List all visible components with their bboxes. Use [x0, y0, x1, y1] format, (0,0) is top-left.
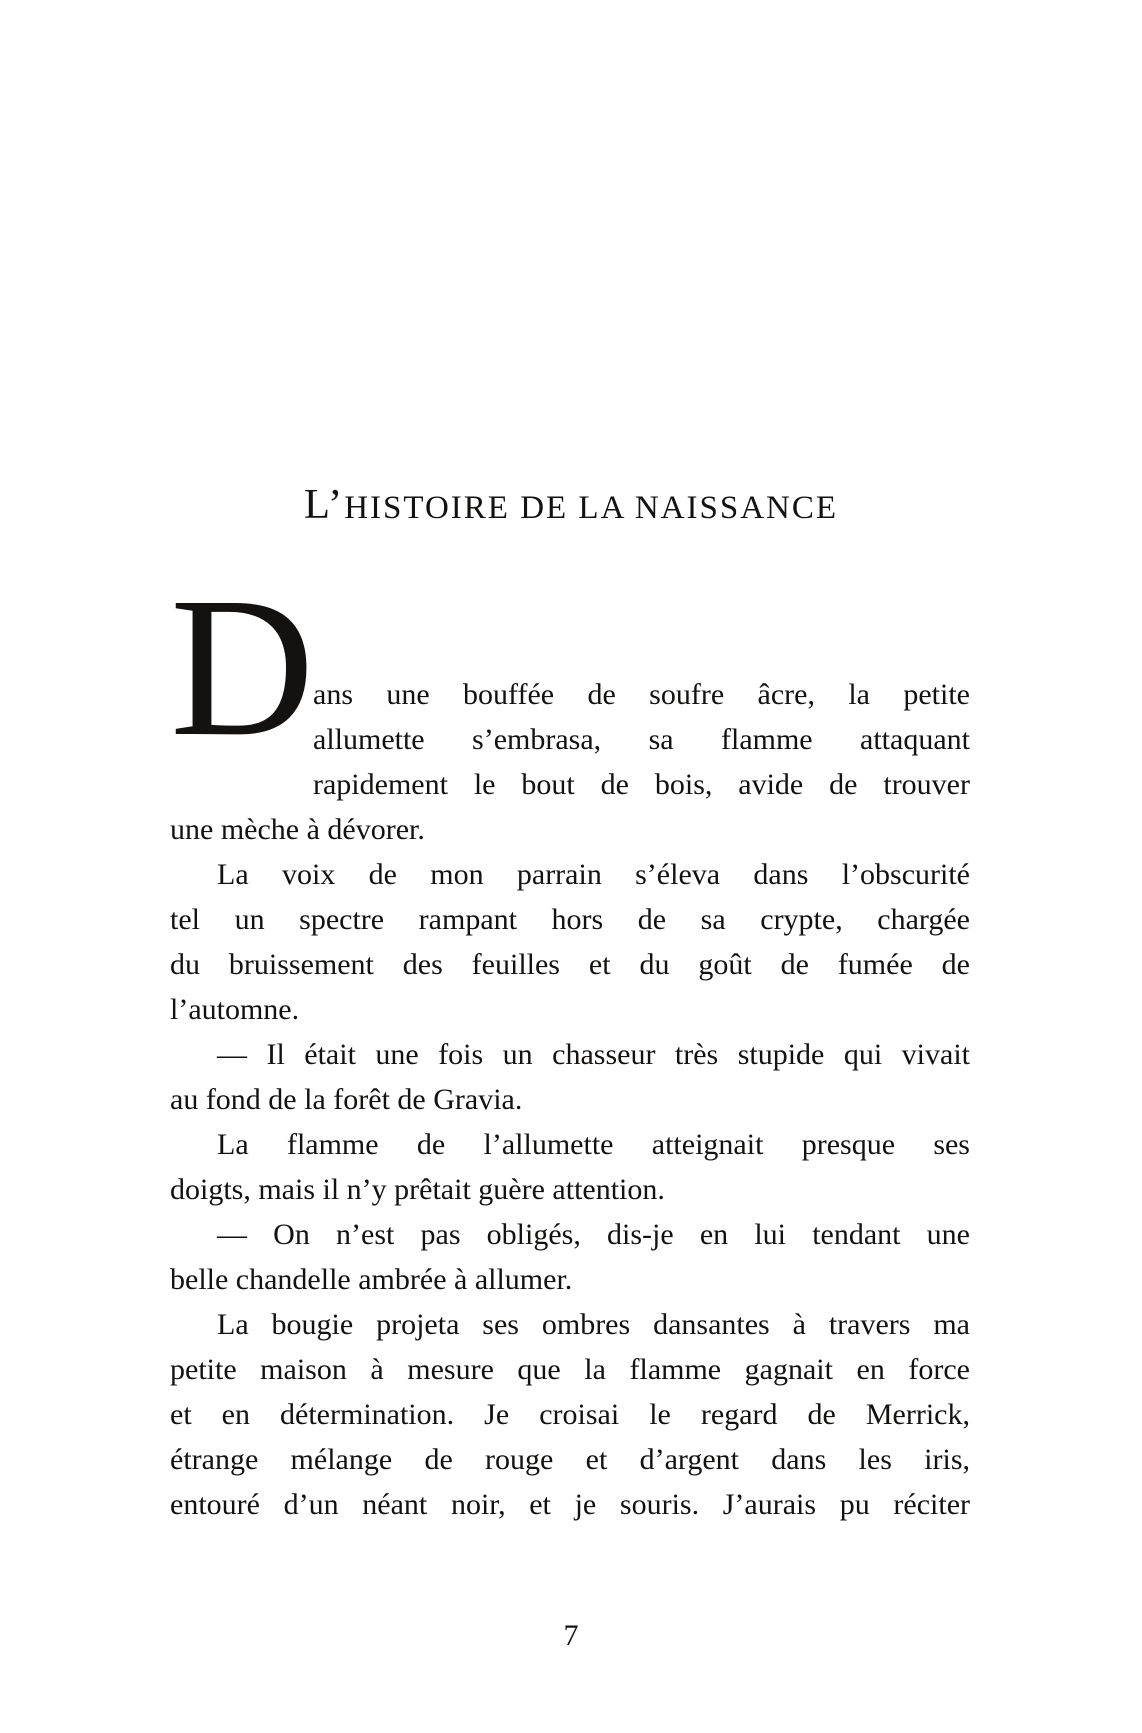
text-line: rapidement le bout de bois, avide de trouver [313, 768, 970, 801]
text-line: l’automne. [170, 993, 300, 1026]
drop-cap [170, 557, 315, 807]
paragraph [170, 852, 970, 1032]
drop-cap-letter: D [170, 557, 315, 778]
text-line: une mèche à dévorer. [170, 813, 425, 846]
text-line: au fond de la forêt de Gravia. [170, 1083, 523, 1116]
text-line: La flamme de l’allumette atteignait presque ses [217, 1128, 970, 1161]
paragraph [170, 1122, 970, 1212]
text-line: belle chandelle ambrée à allumer. [170, 1263, 573, 1296]
paragraph [170, 557, 970, 852]
text-line: étrange mélange de rouge et d’argent dans les iris, [170, 1443, 970, 1476]
text-line: entouré d’un néant noir, et je souris. J’aurais pu réciter [170, 1488, 970, 1521]
text-line: — On n’est pas obligés, dis-je en lui tendant une [217, 1218, 970, 1251]
text-line: du bruissement des feuilles et du goût de fumée de [170, 948, 970, 981]
text-line: allumette s’embrasa, sa flamme attaquant [313, 723, 970, 756]
text-line: doigts, mais il n’y prêtait guère attention. [170, 1173, 665, 1206]
paragraph [170, 1302, 970, 1527]
paragraph [170, 1032, 970, 1122]
text-line: tel un spectre rampant hors de sa crypte, chargée [170, 903, 970, 936]
page-number: 7 [563, 1619, 579, 1652]
body-text [170, 557, 970, 1527]
text-line: La voix de mon parrain s’éleva dans l’obscurité [217, 858, 970, 891]
paragraph [170, 1212, 970, 1302]
text-line: et en détermination. Je croisai le regard de Merrick, [170, 1398, 970, 1431]
text-line: petite maison à mesure que la flamme gagnait en force [170, 1353, 970, 1386]
text-line: ans une bouffée de soufre âcre, la petite [313, 678, 970, 711]
chapter-title: L’HISTOIRE DE LA NAISSANCE [303, 481, 839, 528]
text-line: — Il était une fois un chasseur très stupide qui vivait [217, 1038, 970, 1071]
text-line: La bougie projeta ses ombres dansantes à travers ma [217, 1308, 970, 1341]
